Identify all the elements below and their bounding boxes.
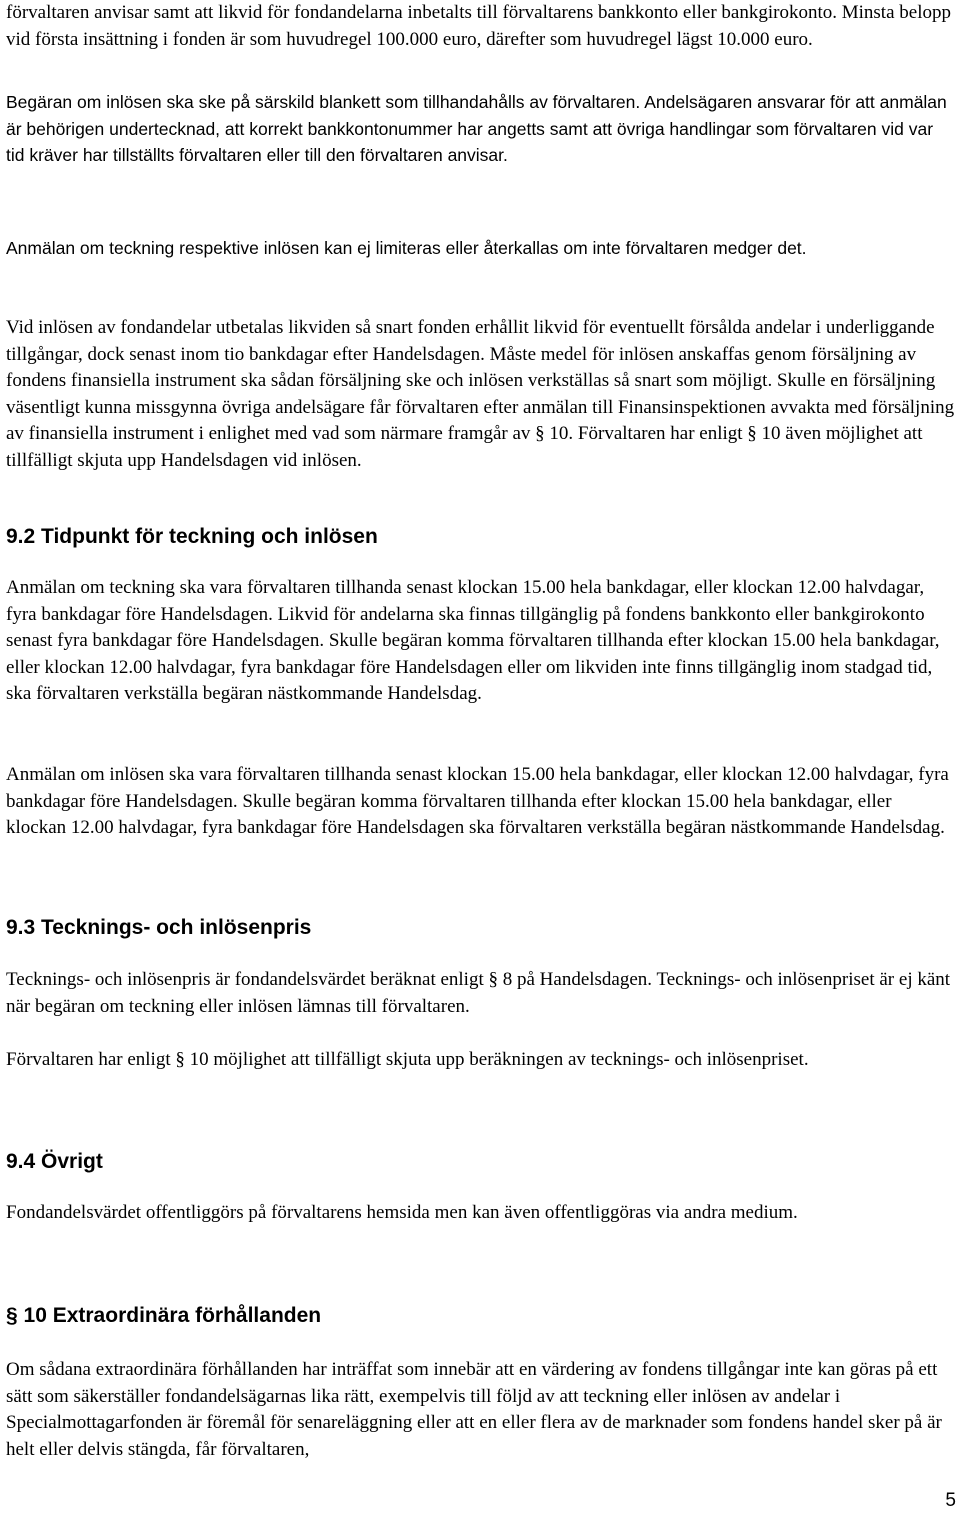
paragraph-intro: förvaltaren anvisar samt att likvid för fondandelarna inbetalts till förvaltarens bankkonto eller bankgirokonto. Minsta belopp vid första insättning i fonden är som huvudregel 100.000 euro, därefter som huvudregel lägst 10.000 euro. — [6, 2, 951, 50]
paragraph-misc: Fondandelsvärdet offentliggörs på förvaltarens hemsida men kan även offentliggöras via andra medium. — [6, 1202, 798, 1223]
paragraph-redemption-form — [6, 89, 956, 169]
redemption-form-responsibility: Andelsägaren ansvarar för att anmälan är behörigen undertecknad, att korrekt bankkontonummer har angetts samt att övriga handlingar som förvaltaren vid var tid kräver har tillställts förvaltaren eller till den förvaltaren anvisar. — [6, 92, 947, 166]
paragraph-no-limit: Anmälan om teckning respektive inlösen kan ej limiteras eller återkallas om inte förvaltaren medger det. — [6, 238, 807, 258]
paragraph-subscription-time: Anmälan om teckning ska vara förvaltaren tillhanda senast klockan 15.00 hela bankdagar, eller klockan 12.00 halvdagar, fyra bankdagar före Handelsdagen. Likvid för andelarna ska finnas tillgänglig på fondens bankkonto eller bankgirokonto senast fyra bankdagar före Handelsdagen. Skulle begäran komma förvaltaren tillhanda efter klockan 15.00 hela bankdagar, eller klockan 12.00 halvdagar, fyra bankdagar före Handelsdagen eller om likviden inte finns tillgänglig inom stadgad tid, ska förvaltaren verkställa begäran nästkommande Handelsdag. — [6, 577, 940, 705]
heading-10: § 10 Extraordinära förhållanden — [6, 1304, 322, 1327]
paragraph-payout: Vid inlösen av fondandelar utbetalas likviden så snart fonden erhållit likvid för eventuellt försålda andelar i underliggande tillgångar, dock senast inom tio bankdagar efter Handelsdagen. Måste medel för inlösen anskaffas genom försäljning av fondens finansiella instrument ska sådan försäljning ske och inlösen verkställas så snart som möjligt. Skulle en försäljning väsentligt kunna missgynna övriga andelsägare får förvaltaren efter anmälan till Finansinspektionen avvakta med försäljning av finansiella instrument i enlighet med vad som närmare framgår av § 10. Förvaltaren har enligt § 10 även möjlighet att tillfälligt skjuta upp Handelsdagen vid inlösen. — [6, 317, 955, 471]
heading-9-4: 9.4 Övrigt — [6, 1150, 103, 1173]
paragraph-price-defer: Förvaltaren har enligt § 10 möjlighet att tillfälligt skjuta upp beräkningen av tecknings- och inlösenpriset. — [6, 1049, 809, 1070]
heading-9-3: 9.3 Tecknings- och inlösenpris — [6, 916, 312, 939]
paragraph-extraordinary: Om sådana extraordinära förhållanden har inträffat som innebär att en värdering av fondens tillgångar inte kan göras på ett sätt som säkerställer fondandelsägarnas lika rätt, exempelvis till följd av att teckning eller inlösen av andelar i Specialmottagarfonden är föremål för senareläggning eller att en eller flera av de marknader som fondens handel sker på är helt eller delvis stängda, får förvaltaren, — [6, 1359, 942, 1460]
page-number: 5 — [945, 1490, 956, 1511]
paragraph-redemption-time: Anmälan om inlösen ska vara förvaltaren tillhanda senast klockan 15.00 hela bankdagar, eller klockan 12.00 halvdagar, fyra bankdagar före Handelsdagen. Skulle begäran komma förvaltaren tillhanda efter klockan 15.00 hela bankdagar, eller klockan 12.00 halvdagar, fyra bankdagar före Handelsdagen ska förvaltaren verkställa begäran nästkommande Handelsdag. — [6, 764, 949, 839]
paragraph-price: Tecknings- och inlösenpris är fondandelsvärdet beräknat enligt § 8 på Handelsdagen. Tecknings- och inlösenpriset är ej känt när begäran om teckning eller inlösen lämnas till förvaltaren. — [6, 969, 951, 1017]
redemption-form-sentence: Begäran om inlösen ska ske på särskild blankett som tillhandahålls av förvaltaren. — [6, 92, 641, 112]
heading-9-2: 9.2 Tidpunkt för teckning och inlösen — [6, 525, 378, 548]
